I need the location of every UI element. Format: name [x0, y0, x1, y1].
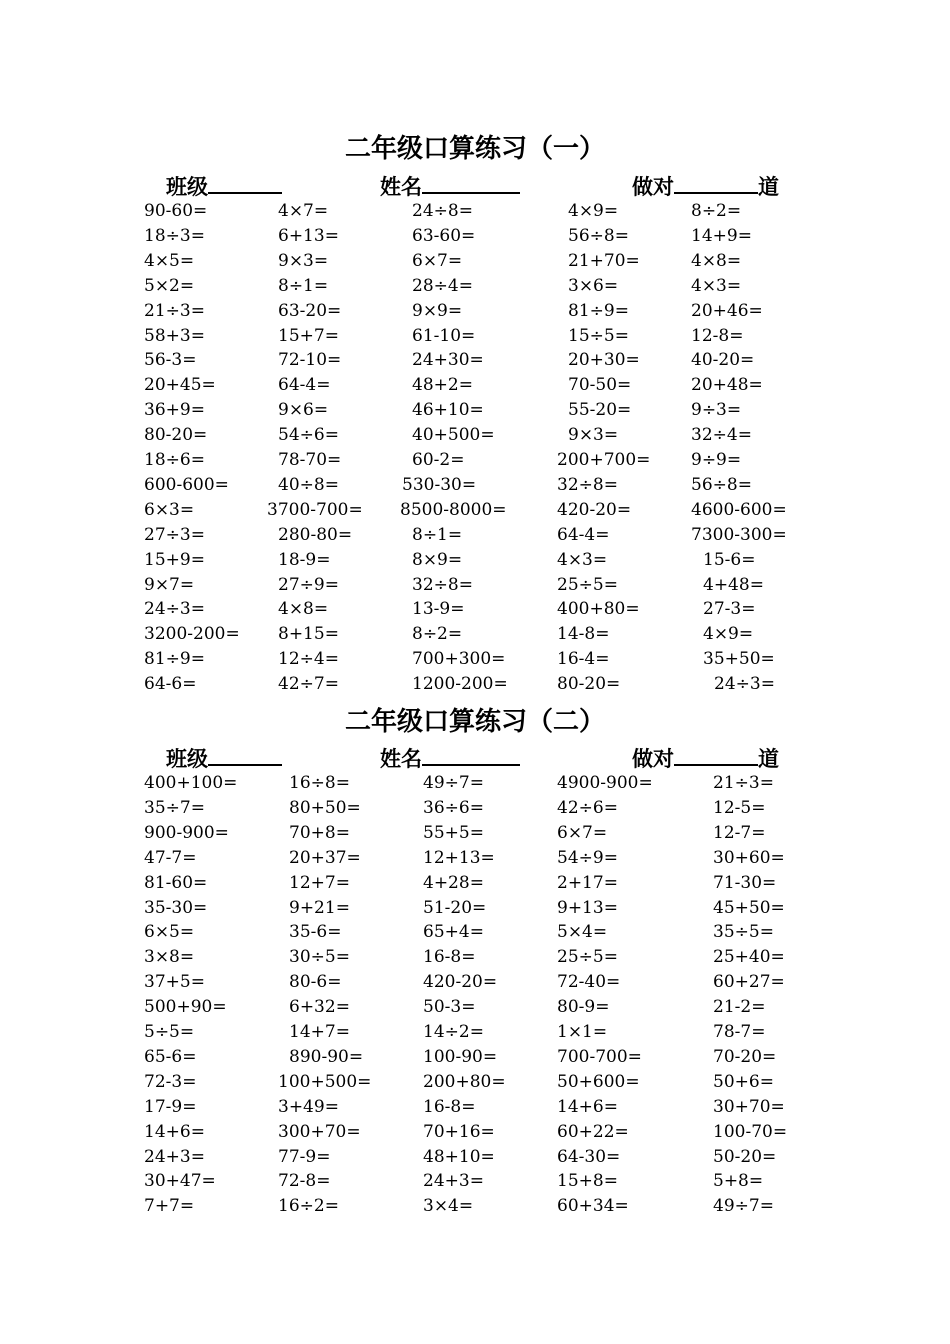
math-problem: 81÷9= [144, 649, 205, 670]
problem-row [0, 821, 950, 846]
math-problem: 9×3= [278, 250, 329, 271]
problem-row [0, 622, 950, 647]
problem-row [0, 1070, 950, 1095]
problem-row [0, 945, 950, 970]
math-problem: 24+3= [423, 1171, 484, 1192]
math-problem: 9×7= [144, 574, 195, 595]
math-problem: 35-30= [144, 897, 208, 918]
math-problem: 49÷7= [423, 773, 484, 793]
math-problem: 8+15= [278, 624, 339, 645]
name-field [380, 744, 520, 773]
math-problem: 5+8= [713, 1171, 764, 1192]
math-problem: 27÷3= [144, 524, 205, 545]
name-label: 姓名 [380, 175, 422, 199]
math-problem: 14+6= [144, 1121, 205, 1142]
math-problem: 100-90= [423, 1046, 498, 1067]
math-problem: 45+50= [713, 897, 785, 918]
math-problem: 55+5= [423, 822, 484, 843]
math-problem: 4×9= [568, 201, 619, 221]
math-problem: 8÷1= [278, 275, 329, 296]
math-problem: 6+32= [289, 997, 350, 1018]
math-problem: 3×6= [568, 275, 619, 296]
math-problem: 30+47= [144, 1171, 216, 1192]
math-problem: 6×3= [144, 499, 195, 520]
math-problem: 56÷8= [568, 225, 629, 246]
math-problem: 420-20= [423, 972, 498, 993]
problem-row [0, 423, 950, 448]
math-problem: 50+6= [713, 1071, 774, 1092]
math-problem: 8÷2= [412, 624, 463, 645]
math-problem: 4+28= [423, 872, 484, 893]
math-problem: 30+70= [713, 1096, 785, 1117]
problem-row [0, 871, 950, 896]
math-problem: 3200-200= [144, 624, 240, 645]
math-problem: 63-20= [278, 300, 342, 321]
math-problem: 5×2= [144, 275, 195, 296]
math-problem: 9×6= [278, 400, 329, 421]
problem-row [0, 548, 950, 573]
math-problem: 13-9= [412, 599, 465, 620]
math-problem: 48+2= [412, 375, 473, 396]
math-problem: 3700-700= [267, 499, 363, 520]
problem-row [0, 796, 950, 821]
math-problem: 3×4= [423, 1196, 474, 1217]
worksheet-2-title: 二年级口算练习（二） [344, 707, 605, 737]
math-problem: 15-6= [703, 549, 756, 570]
class-blank[interactable] [208, 744, 282, 766]
math-problem: 35÷7= [144, 797, 205, 818]
math-problem: 4×3= [691, 275, 742, 296]
problem-row [0, 473, 950, 498]
math-problem: 64-6= [144, 674, 197, 695]
math-problem: 64-4= [278, 375, 331, 396]
math-problem: 32÷4= [691, 425, 752, 446]
math-problem: 24+3= [144, 1146, 205, 1167]
problem-row [0, 274, 950, 299]
problem-row [0, 1045, 950, 1070]
math-problem: 27÷9= [278, 574, 339, 595]
problem-row [0, 498, 950, 523]
math-problem: 24÷3= [714, 674, 775, 695]
math-problem: 78-7= [713, 1022, 766, 1042]
math-problem: 4×3= [557, 549, 608, 570]
math-problem: 21÷3= [713, 773, 774, 793]
math-problem: 15÷5= [568, 325, 629, 346]
correct-label: 做对 [632, 747, 674, 771]
math-problem: 80+50= [289, 797, 361, 818]
problem-row [0, 896, 950, 921]
math-problem: 58+3= [144, 325, 205, 346]
math-problem: 12-8= [691, 325, 744, 346]
math-problem: 4+48= [703, 574, 764, 595]
math-problem: 56-3= [144, 350, 197, 371]
name-field [380, 172, 520, 201]
math-problem: 35÷5= [713, 922, 774, 943]
math-problem: 200+700= [557, 450, 651, 470]
math-problem: 70-20= [713, 1046, 777, 1067]
math-problem: 51-20= [423, 897, 487, 918]
math-problem: 47-7= [144, 847, 197, 868]
math-problem: 700-700= [557, 1046, 642, 1067]
math-problem: 4×8= [691, 250, 742, 271]
correct-count-blank[interactable] [674, 172, 758, 194]
math-problem: 16÷8= [289, 773, 350, 793]
math-problem: 24÷8= [412, 201, 473, 221]
math-problem: 80-6= [289, 972, 342, 993]
math-problem: 77-9= [278, 1146, 331, 1167]
math-problem: 40÷8= [278, 474, 339, 495]
math-problem: 9×9= [412, 300, 463, 321]
math-problem: 49÷7= [713, 1196, 774, 1217]
math-problem: 4×8= [278, 599, 329, 620]
math-problem: 65-6= [144, 1046, 197, 1067]
math-problem: 17-9= [144, 1096, 197, 1117]
problem-row [0, 199, 950, 224]
math-problem: 500+90= [144, 997, 227, 1018]
class-field [166, 744, 282, 773]
math-problem: 32÷8= [412, 574, 473, 595]
math-problem: 100+500= [278, 1071, 372, 1092]
math-problem: 65+4= [423, 922, 484, 943]
math-problem: 25÷5= [557, 574, 618, 595]
math-problem: 1×1= [557, 1022, 608, 1042]
math-problem: 4600-600= [691, 499, 787, 520]
math-problem: 20+45= [144, 375, 216, 396]
math-problem: 6×7= [412, 250, 463, 271]
math-problem: 4×9= [703, 624, 754, 645]
math-problem: 50-3= [423, 997, 476, 1018]
math-problem: 54÷9= [557, 847, 618, 868]
math-problem: 20+30= [568, 350, 640, 371]
math-problem: 15+7= [278, 325, 339, 346]
math-problem: 15+8= [557, 1171, 618, 1192]
math-problem: 20+46= [691, 300, 763, 321]
math-problem: 7+7= [144, 1196, 195, 1217]
math-problem: 6+13= [278, 225, 339, 246]
correct-count-field [632, 172, 779, 201]
math-problem: 3×8= [144, 947, 195, 968]
math-problem: 35-6= [289, 922, 342, 943]
class-label: 班级 [166, 175, 208, 199]
math-problem: 530-30= [402, 474, 477, 495]
problem-row [0, 1120, 950, 1145]
math-problem: 37+5= [144, 972, 205, 993]
math-problem: 4×7= [278, 201, 329, 221]
math-problem: 400+80= [557, 599, 640, 620]
correct-unit-label: 道 [758, 747, 779, 771]
correct-count-field [632, 744, 779, 773]
math-problem: 55-20= [568, 400, 632, 421]
math-problem: 72-8= [278, 1171, 331, 1192]
math-problem: 12-5= [713, 797, 766, 818]
math-problem: 80-9= [557, 997, 610, 1018]
math-problem: 21÷3= [144, 300, 205, 321]
math-problem: 28÷4= [412, 275, 473, 296]
problem-row [0, 573, 950, 598]
math-problem: 9+13= [557, 897, 618, 918]
math-problem: 71-30= [713, 872, 777, 893]
math-problem: 32÷8= [557, 474, 618, 495]
math-problem: 18-9= [278, 549, 331, 570]
math-problem: 18÷6= [144, 450, 205, 470]
math-problem: 14+7= [289, 1022, 350, 1042]
class-field [166, 172, 282, 201]
problem-row [0, 970, 950, 995]
math-problem: 8×9= [412, 549, 463, 570]
math-problem: 72-3= [144, 1071, 197, 1092]
name-blank[interactable] [422, 744, 520, 766]
problem-row [0, 995, 950, 1020]
problem-row [0, 771, 950, 796]
math-problem: 64-4= [557, 524, 610, 545]
problem-row [0, 1020, 950, 1045]
math-problem: 14+6= [557, 1096, 618, 1117]
worksheet-1-title: 二年级口算练习（一） [344, 134, 605, 164]
correct-unit-label: 道 [758, 175, 779, 199]
math-problem: 4×5= [144, 250, 195, 271]
math-problem: 60+34= [557, 1196, 629, 1217]
math-problem: 56÷8= [691, 474, 752, 495]
math-problem: 25÷5= [557, 947, 618, 968]
math-problem: 900-900= [144, 822, 229, 843]
math-problem: 12+7= [289, 872, 350, 893]
math-problem: 30÷5= [289, 947, 350, 968]
math-problem: 21+70= [568, 250, 640, 271]
problem-row [0, 846, 950, 871]
math-problem: 36÷6= [423, 797, 484, 818]
math-problem: 12-7= [713, 822, 766, 843]
math-problem: 280-80= [278, 524, 353, 545]
math-problem: 1200-200= [412, 674, 508, 695]
math-problem: 60+22= [557, 1121, 629, 1142]
name-blank[interactable] [422, 172, 520, 194]
math-problem: 80-20= [557, 674, 621, 695]
correct-label: 做对 [632, 175, 674, 199]
math-problem: 8÷2= [691, 201, 742, 221]
math-problem: 70-50= [568, 375, 632, 396]
class-label: 班级 [166, 747, 208, 771]
math-problem: 63-60= [412, 225, 476, 246]
math-problem: 9+21= [289, 897, 350, 918]
math-problem: 72-40= [557, 972, 621, 993]
math-problem: 8÷1= [412, 524, 463, 545]
math-problem: 70+8= [289, 822, 350, 843]
math-problem: 890-90= [289, 1046, 364, 1067]
math-problem: 18÷3= [144, 225, 205, 246]
math-problem: 40-20= [691, 350, 755, 371]
math-problem: 48+10= [423, 1146, 495, 1167]
math-problem: 36+9= [144, 400, 205, 421]
math-problem: 6×5= [144, 922, 195, 943]
problem-row [0, 448, 950, 473]
problem-row [0, 299, 950, 324]
math-problem: 70+16= [423, 1121, 495, 1142]
class-blank[interactable] [208, 172, 282, 194]
math-problem: 9×3= [568, 425, 619, 446]
problem-row [0, 373, 950, 398]
math-problem: 16-4= [557, 649, 610, 670]
math-problem: 300+70= [278, 1121, 361, 1142]
math-problem: 9÷9= [691, 450, 742, 470]
math-problem: 4900-900= [557, 773, 653, 793]
math-problem: 12÷4= [278, 649, 339, 670]
math-problem: 21-2= [713, 997, 766, 1018]
math-problem: 12+13= [423, 847, 495, 868]
math-problem: 72-10= [278, 350, 342, 371]
problem-row [0, 647, 950, 672]
math-problem: 700+300= [412, 649, 506, 670]
math-problem: 35+50= [703, 649, 775, 670]
math-problem: 5÷5= [144, 1022, 195, 1042]
math-problem: 60-2= [412, 450, 465, 470]
math-problem: 24÷3= [144, 599, 205, 620]
math-problem: 20+48= [691, 375, 763, 396]
math-problem: 14+9= [691, 225, 752, 246]
math-problem: 78-70= [278, 450, 342, 470]
math-problem: 90-60= [144, 201, 208, 221]
math-problem: 8500-8000= [400, 499, 507, 520]
math-problem: 3+49= [278, 1096, 339, 1117]
math-problem: 61-10= [412, 325, 476, 346]
math-problem: 600-600= [144, 474, 229, 495]
math-problem: 20+37= [289, 847, 361, 868]
math-problem: 400+100= [144, 773, 238, 793]
problem-row [0, 1145, 950, 1170]
math-problem: 16-8= [423, 1096, 476, 1117]
problem-row [0, 224, 950, 249]
math-problem: 80-20= [144, 425, 208, 446]
math-problem: 81-60= [144, 872, 208, 893]
problem-row [0, 597, 950, 622]
problem-row [0, 1194, 950, 1219]
math-problem: 42÷7= [278, 674, 339, 695]
math-problem: 81÷9= [568, 300, 629, 321]
math-problem: 420-20= [557, 499, 632, 520]
math-problem: 16-8= [423, 947, 476, 968]
name-label: 姓名 [380, 747, 422, 771]
math-problem: 50-20= [713, 1146, 777, 1167]
math-problem: 40+500= [412, 425, 495, 446]
math-problem: 16÷2= [278, 1196, 339, 1217]
correct-count-blank[interactable] [674, 744, 758, 766]
math-problem: 30+60= [713, 847, 785, 868]
problem-row [0, 348, 950, 373]
math-problem: 2+17= [557, 872, 618, 893]
math-problem: 42÷6= [557, 797, 618, 818]
math-problem: 64-30= [557, 1146, 621, 1167]
problem-row [0, 1169, 950, 1194]
math-problem: 14÷2= [423, 1022, 484, 1042]
math-problem: 6×7= [557, 822, 608, 843]
math-problem: 60+27= [713, 972, 785, 993]
math-problem: 5×4= [557, 922, 608, 943]
problem-row [0, 1095, 950, 1120]
math-problem: 7300-300= [691, 524, 787, 545]
math-problem: 27-3= [703, 599, 756, 620]
math-problem: 25+40= [713, 947, 785, 968]
math-problem: 100-70= [713, 1121, 788, 1142]
math-problem: 9÷3= [691, 400, 742, 421]
problem-row [0, 523, 950, 548]
problem-row [0, 324, 950, 349]
math-problem: 14-8= [557, 624, 610, 645]
math-problem: 24+30= [412, 350, 484, 371]
problem-row [0, 398, 950, 423]
math-problem: 50+600= [557, 1071, 640, 1092]
math-problem: 15+9= [144, 549, 205, 570]
problem-row [0, 920, 950, 945]
math-problem: 54÷6= [278, 425, 339, 446]
math-problem: 46+10= [412, 400, 484, 421]
problem-row [0, 249, 950, 274]
math-problem: 200+80= [423, 1071, 506, 1092]
problem-row [0, 672, 950, 697]
